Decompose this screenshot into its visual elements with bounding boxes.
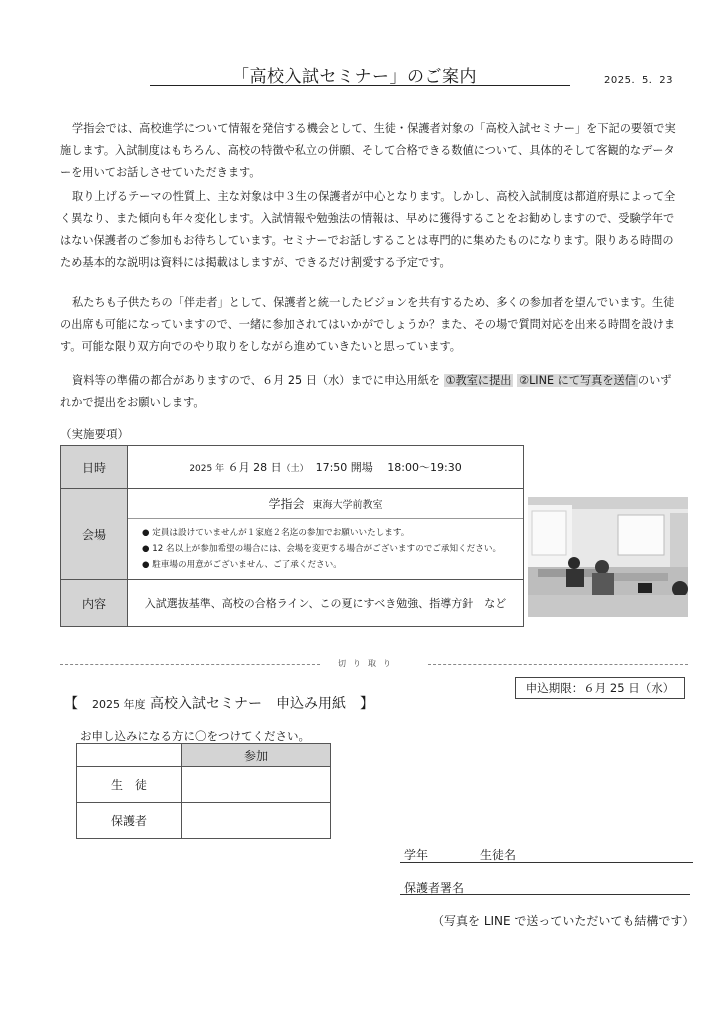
deadline-sentence-end: のいずれかで提出をお願いします。 xyxy=(60,374,672,409)
student-name-label: 生徒名 xyxy=(480,848,517,862)
line-photo-note: （写真を LINE で送っていただいても結構です） xyxy=(432,914,695,928)
option-line: ②LINE にて写真を送信 xyxy=(519,374,636,387)
event-time: 17:50 開場 18:00～19:30 xyxy=(315,461,462,474)
application-deadline: 申込期限：６月 25 日（水） xyxy=(515,677,685,699)
form-title xyxy=(64,693,374,713)
venue-name-row xyxy=(128,489,523,519)
student-participation-cell[interactable] xyxy=(182,767,331,803)
event-day: ６月 28 日 xyxy=(227,461,282,474)
participation-table xyxy=(76,743,331,839)
venue-header: 会場 xyxy=(61,489,128,580)
intro-paragraph-2: 取り上げるテーマの性質上、主な対象は中３生の保護者が中心となります。しかし、高校入試制度は都道府県によって全く異なり、また傾向も年々変化します。入試情報や勉強法の情報は、早めに獲得することをお勧めしますので、受験学年ではない保護者のご参加もお待ちしています。セミナーでお話しすることは専門的に集めたものになります。限りある時間のため基本的な説明は資料には掲載はしますが、できるだけ割愛する予定です。 xyxy=(60,190,676,269)
row-label-guardian: 保護者 xyxy=(77,803,182,839)
form-instruction: お申し込みになる方に〇をつけてください。 xyxy=(80,729,310,743)
guardian-signature-line[interactable] xyxy=(400,894,690,895)
page-title: 「高校入試セミナー」のご案内 xyxy=(232,67,477,87)
participation-header: 参加 xyxy=(182,744,331,767)
venue-branch: 東海大学前教室 xyxy=(312,500,383,511)
form-title-main: 高校入試セミナー 申込み用紙 】 xyxy=(149,696,374,712)
classroom-photo-image xyxy=(528,497,688,617)
issue-date: 2025．5．23 xyxy=(604,75,674,86)
form-title-bracket: 【 xyxy=(64,696,92,712)
cut-label: 切り取り xyxy=(338,659,398,668)
intro-paragraph-3: 私たちも子供たちの「伴走者」として、保護者と統一したビジョンを共有するため、多くの参加者を望んでいます。生徒の出席も可能になっていますので、一緒に参加されてはいかがでしょうか？また、その場で質問対応を出来る時間を設けます。可能な限り双方向でのやり取りをしながら進めていきたいと思っています。 xyxy=(60,296,676,353)
row-label-student: 生 徒 xyxy=(77,767,182,803)
deadline-sentence: 資料等の準備の都合がありますので、６月 25 日（水）までに申込用紙を xyxy=(72,374,440,387)
venue-cell xyxy=(128,489,524,580)
grade-label: 学年 xyxy=(404,848,429,862)
participation-blank-header xyxy=(77,744,182,767)
intro-paragraph-1: 学指会では、高校進学について情報を発信する機会として、生徒・保護者対象の「高校入試セミナー」を下記の要領で実施します。入試制度はもちろん、高校の特徴や私立の併願、そして合格できる数値について、具体的そして客観的なデーターを用いてお話しさせていただきます。 xyxy=(60,122,676,179)
venue-note-item: ● 12 名以上が参加希望の場合には、会場を変更する場合がございますのでご承知ください。 xyxy=(142,544,502,554)
event-datetime xyxy=(128,446,524,489)
cut-line-left xyxy=(60,664,320,665)
cut-line-right xyxy=(428,664,688,665)
venue-notes xyxy=(128,519,523,575)
guardian-signature-label: 保護者署名 xyxy=(404,881,465,895)
title-underline xyxy=(150,85,570,86)
date-header: 日時 xyxy=(61,446,128,489)
event-weekday: （土） xyxy=(281,464,309,474)
guardian-participation-cell[interactable] xyxy=(182,803,331,839)
details-table xyxy=(60,445,524,627)
bullet-icon: ● xyxy=(142,544,150,554)
venue-name: 学指会 xyxy=(268,497,305,511)
classroom-photo xyxy=(528,497,688,617)
event-year: 2025 年 xyxy=(189,464,225,474)
venue-note-item: ● 定員は設けていませんが１家庭２名迄の参加でお願いいたします。 xyxy=(142,528,410,538)
details-section-label: （実施要項） xyxy=(60,427,129,441)
student-info-line[interactable] xyxy=(400,862,693,863)
form-title-year: 2025 年度 xyxy=(92,698,146,711)
bullet-icon: ● xyxy=(142,560,150,570)
option-classroom: ①教室に提出 xyxy=(445,374,512,387)
bullet-icon: ● xyxy=(142,528,150,538)
content-header: 内容 xyxy=(61,580,128,627)
intro-paragraph-4 xyxy=(60,370,676,414)
content-text: 入試選抜基準、高校の合格ライン、この夏にすべき勉強、指導方針 など xyxy=(128,580,524,627)
venue-note-item: ● 駐車場の用意がございません、ご了承ください。 xyxy=(142,560,342,570)
